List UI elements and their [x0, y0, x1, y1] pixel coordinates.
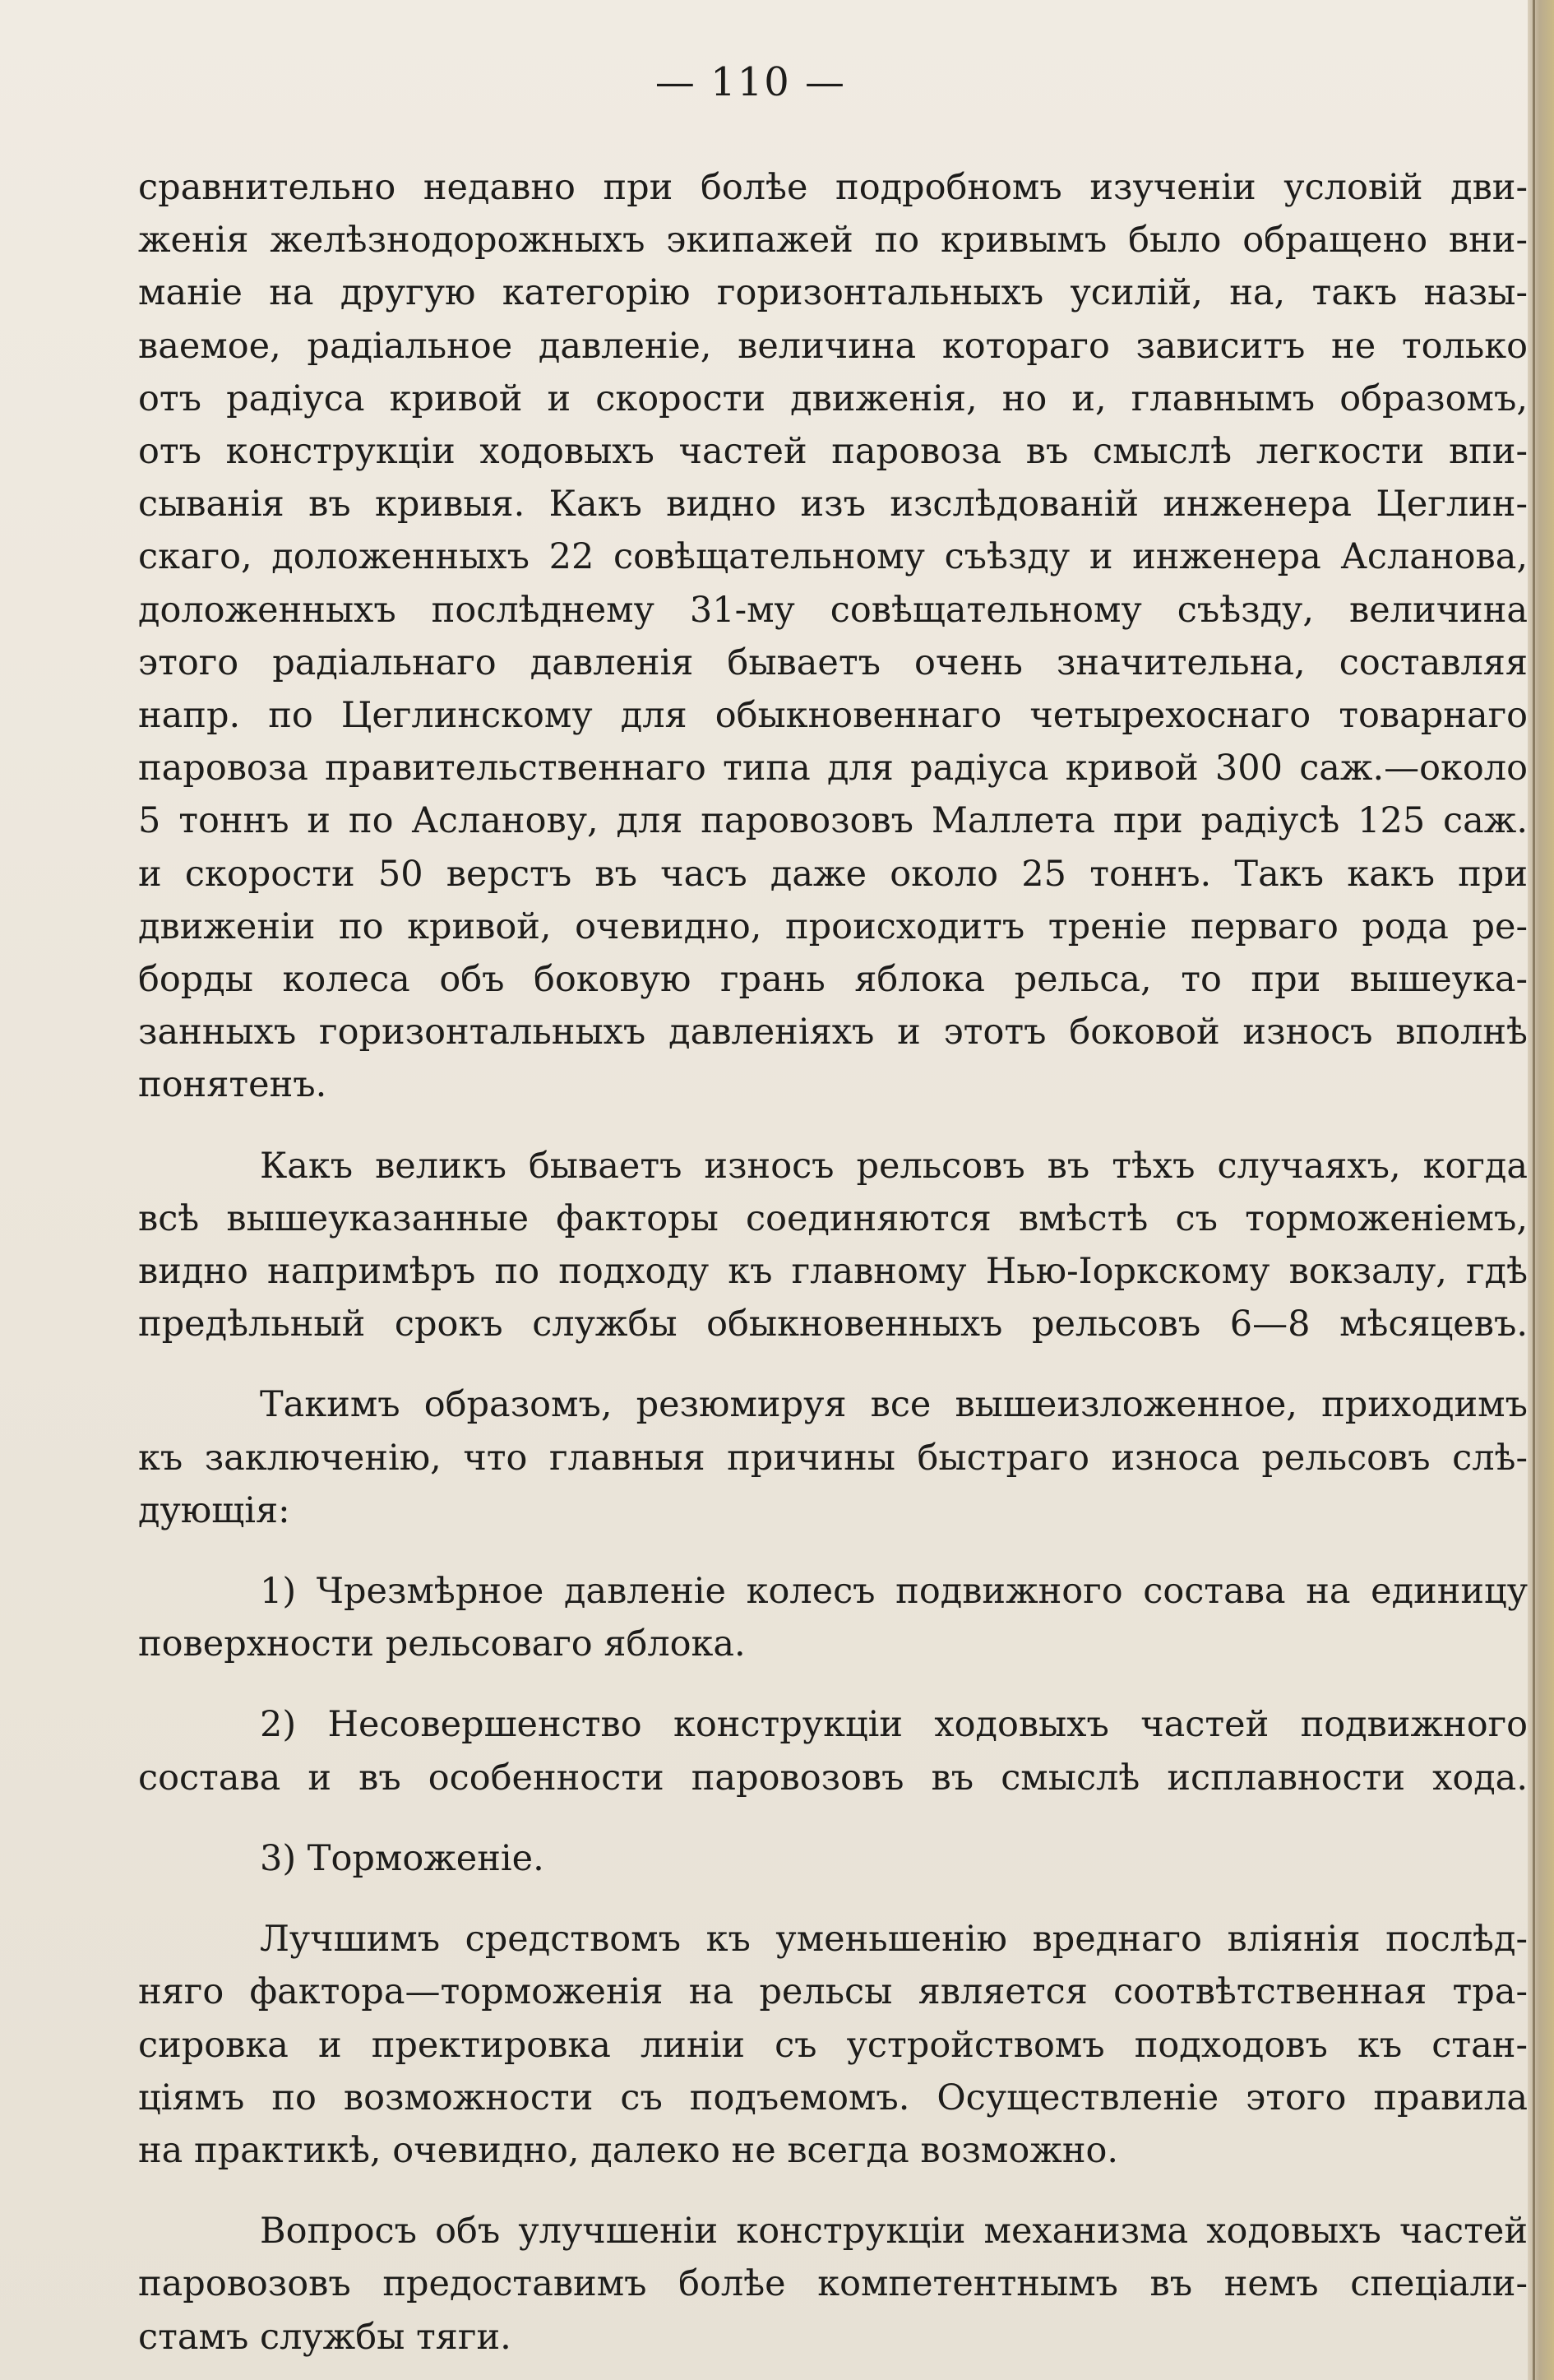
text-line: паровоза правительственнаго типа для радіуса кривой 300 саж.—около [138, 748, 1528, 789]
text-line: дующія: [138, 1489, 290, 1531]
text-line: Какъ великъ бываетъ износъ рельсовъ въ тѣхъ случаяхъ, когда [260, 1145, 1528, 1187]
list-item-3 [138, 1832, 1528, 1885]
text-line: паровозовъ предоставимъ болѣе компетентнымъ въ немъ спеціали- [138, 2263, 1528, 2305]
text-line: всѣ вышеуказанные факторы соединяются вмѣстѣ съ торможеніемъ, [138, 1197, 1528, 1239]
text-line: сыванія въ кривыя. Какъ видно изъ изслѣдованій инженера Цеглин- [138, 484, 1528, 526]
text-line: поверхности рельсоваго яблока. [138, 1623, 746, 1665]
page-number: — 110 — [654, 59, 847, 105]
text-line: 3) Торможеніе. [260, 1837, 544, 1879]
text-line: Вопросъ объ улучшеніи конструкціи механизма ходовыхъ частей [260, 2211, 1528, 2253]
paragraph-4 [138, 1913, 1528, 2177]
text-line: сравнительно недавно при болѣе подробномъ изученіи условій дви- [138, 167, 1528, 208]
text-line: ціямъ по возможности съ подъемомъ. Осуществленіе этого правила [138, 2077, 1528, 2118]
paragraph-2 [138, 1140, 1528, 1351]
paragraph-1 [138, 161, 1528, 1112]
text-line: отъ конструкціи ходовыхъ частей паровоза въ смыслѣ легкости впи- [138, 431, 1528, 473]
text-line: стамъ службы тяги. [138, 2316, 511, 2358]
text-line: маніе на другую категорію горизонтальныхъ усилій, на, такъ назы- [138, 272, 1528, 314]
text-line: занныхъ горизонтальныхъ давленіяхъ и этотъ боковой износъ вполнѣ [138, 1012, 1528, 1053]
text-line: и скорости 50 верстъ въ часъ даже около 25 тоннъ. Такъ какъ при [138, 853, 1528, 895]
text-line: предѣльный срокъ службы обыкновенныхъ рельсовъ 6—8 мѣсяцевъ. [138, 1303, 1528, 1345]
text-line: состава и въ особенности паровозовъ въ смыслѣ исплавности хода. [138, 1757, 1528, 1799]
text-line: 1) Чрезмѣрное давленіе колесъ подвижного состава на единицу [260, 1571, 1528, 1613]
text-line: понятенъ. [138, 1064, 327, 1106]
text-line: няго фактора—торможенія на рельсы является соотвѣтственная тра- [138, 1971, 1528, 2013]
text-line: этого радіальнаго давленія бываетъ очень значительна, составляя [138, 641, 1528, 683]
paragraph-3 [138, 1378, 1528, 1537]
text-line: скаго, доложенныхъ 22 совѣщательному съѣзду и инженера Асланова, [138, 536, 1528, 578]
text-line: на практикѣ, очевидно, далеко не всегда возможно. [138, 2129, 1119, 2171]
book-binding-edge [1528, 0, 1554, 2380]
text-line: женія желѣзнодорожныхъ экипажей по кривымъ было обращено вни- [138, 220, 1528, 262]
text-line: Лучшимъ средствомъ къ уменьшенію вреднаго вліянія послѣд- [260, 1919, 1528, 1961]
text-line: доложенныхъ послѣднему 31-му совѣщательному съѣзду, величина [138, 589, 1528, 631]
text-line: сировка и пректировка линіи съ устройствомъ подходовъ къ стан- [138, 2024, 1528, 2066]
paragraph-5 [138, 2205, 1528, 2364]
text-line: видно напримѣръ по подходу къ главному Нью-Іоркскому вокзалу, гдѣ [138, 1251, 1528, 1293]
text-line: ваемое, радіальное давленіе, величина котораго зависитъ не только [138, 325, 1528, 367]
text-line: борды колеса объ боковую грань яблока рельса, то при вышеука- [138, 959, 1528, 1001]
text-line: Такимъ образомъ, резюмируя все вышеизложенное, приходимъ [260, 1384, 1528, 1426]
list-item-2 [138, 1698, 1528, 1804]
text-line: къ заключенію, что главныя причины быстраго износа рельсовъ слѣ- [138, 1437, 1528, 1479]
text-line: напр. по Цеглинскому для обыкновеннаго четырехоснаго товарнаго [138, 695, 1528, 737]
list-item-1 [138, 1565, 1528, 1670]
body-text [138, 161, 1528, 2364]
text-line: движеніи по кривой, очевидно, происходитъ треніе перваго рода ре- [138, 905, 1528, 947]
text-line: отъ радіуса кривой и скорости движенія, но и, главнымъ образомъ, [138, 377, 1528, 419]
text-line: 2) Несовершенство конструкціи ходовыхъ частей подвижного [260, 1704, 1528, 1746]
text-line: 5 тоннъ и по Асланову, для паровозовъ Маллета при радіусѣ 125 саж. [138, 800, 1528, 842]
